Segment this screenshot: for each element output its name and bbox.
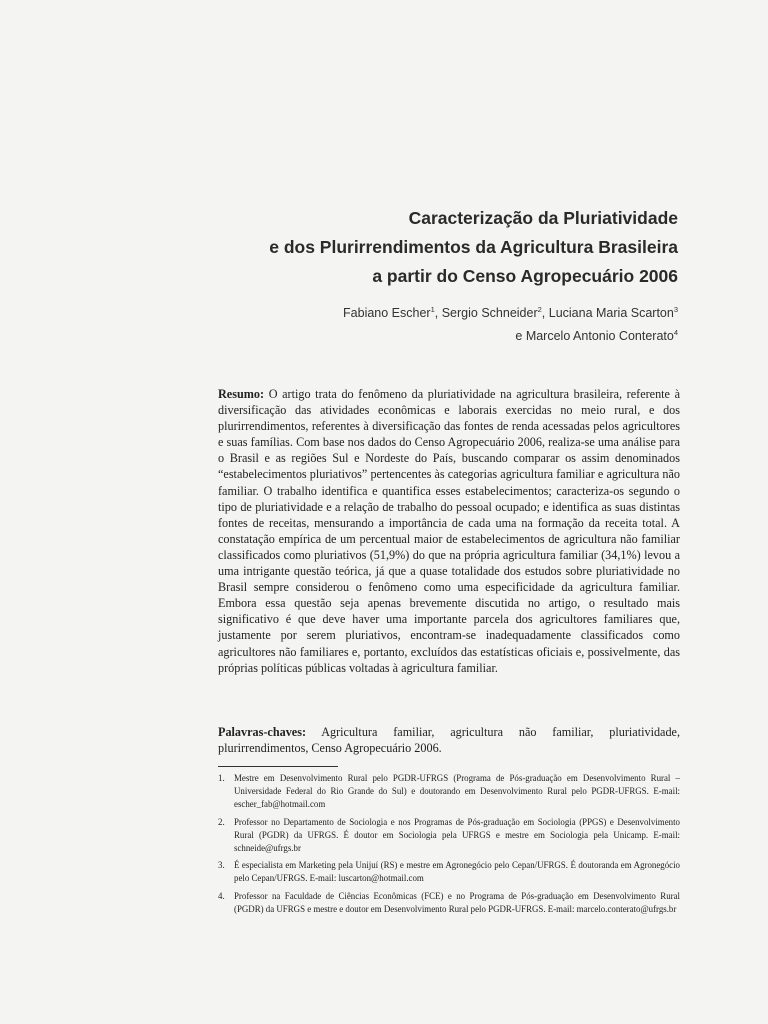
footnote-number: 1. [218, 773, 225, 783]
keywords-text: Agricultura familiar, agricultura não familiar, pluriatividade, plurirrendimentos, Censo Agropecuário 2006. [218, 725, 681, 756]
footnotes [218, 772, 680, 920]
author-list [118, 300, 678, 346]
author-name: Sergio Schneider [441, 306, 538, 320]
footnote-text: Mestre em Desenvolvimento Rural pelo PGDR-UFRGS (Programa de Pós-graduação em Desenvolvimento Rural – Universidade Federal do Rio Grande do Sul) e doutorando em Desenvolvimento Rural pelo PGDR-UFRGS. E-mail: escher_fab@hotmail.com [234, 773, 680, 810]
author-name: Fabiano Escher [343, 306, 431, 320]
title-line-3: a partir do Censo Agropecuário 2006 [372, 266, 678, 286]
author-footnote-ref: 3 [673, 305, 678, 314]
abstract-label: Resumo: [218, 387, 265, 401]
author-separator: , [541, 306, 549, 320]
footnote-text: Professor na Faculdade de Ciências Econômicas (FCE) e no Programa de Pós-graduação em Desenvolvimento Rural (PGDR) da UFRGS e mestre e doutor em Desenvolvimento Rural pelo PGDR-UFRGS. E-mail: marcelo.conterato@ufrgs.br [234, 890, 680, 914]
footnote-item [218, 816, 680, 856]
author-footnote-ref: 1 [430, 305, 435, 314]
author-name: Luciana Maria Scarton [548, 306, 674, 320]
footnote-number: 2. [218, 816, 225, 827]
author-footnote-ref: 4 [673, 328, 678, 337]
author-separator: , [434, 306, 442, 320]
footnote-text: Professor no Departamento de Sociologia e nos Programas de Pós-graduação em Sociologia (PPGS) e Desenvolvimento Rural (PGDR) da UFRGS. É doutor em Sociologia pela UFRGS e mestre em Sociologia pela Unicamp. E-mail: schneide@ufrgs.br [234, 816, 680, 854]
title-line-2: e dos Plurirrendimentos da Agricultura Brasileira [269, 237, 678, 257]
footnote-text: É especialista em Marketing pela Unijuí (RS) e mestre em Agronegócio pelo Cepan/UFRGS. É doutoranda em Agronegócio pelo Cepan/UFRGS. E-mail: luscarton@hotmail.com [234, 860, 680, 884]
author-line-1 [118, 300, 678, 323]
author-line-2 [118, 323, 678, 346]
keywords [218, 724, 680, 756]
footnote-number: 4. [218, 890, 225, 901]
footnote-item [218, 772, 680, 812]
author-footnote-ref: 2 [537, 305, 542, 314]
title-line-1: Caracterização da Pluriatividade [408, 208, 678, 228]
author-name: e Marcelo Antonio Conterato [515, 329, 674, 343]
footnote-item [218, 890, 680, 916]
keywords-label: Palavras-chaves: [218, 725, 307, 739]
footnote-number: 3. [218, 860, 225, 871]
article-title [118, 204, 678, 291]
footnote-divider [218, 766, 338, 767]
footnote-item [218, 859, 680, 885]
abstract-text: O artigo trata do fenômeno da pluriatividade na agricultura brasileira, referente à diversificação das atividades econômicas e laborais exercidas no meio rural, e dos plurirrendimentos, referentes à diversificação das fontes de renda acessadas pelos agricultores e suas famílias. Com base nos dados do Censo Agropecuário 2006, realiza-se uma análise para o Brasil e as regiões Sul e Nordeste do País, buscando comparar os assim denominados “estabelecimentos pluriativos” pertencentes às categorias agricultura familiar e agricultura não familiar. O trabalho identifica e quantifica esses estabelecimentos; caracteriza-os segundo o tipo de pluriatividade e a relação de trabalho do pessoal ocupado; e identifica as suas distintas fontes de receitas, mensurando a importância de cada uma na formação da receita total. A constatação empírica de um percentual maior de estabelecimentos de agricultura não familiar classificados como pluriativos (51,9%) do que na própria agricultura familiar (34,1%) levou a uma intrigante questão teórica, já que a quase totalidade dos estudos sobre pluriatividade no Brasil sempre considerou o fenômeno como uma especificidade da agricultura familiar. Embora essa questão seja apenas brevemente discutida no artigo, o resultado mais significativo é que deve haver uma importante parcela dos agricultores familiares que, justamente por serem pluriativos, encontram-se inadequadamente classificados como agricultores não familiares e, portanto, excluídos das estatísticas oficiais e, possivelmente, das próprias políticas públicas voltadas à agricultura familiar. [218, 387, 680, 675]
abstract [218, 386, 680, 676]
